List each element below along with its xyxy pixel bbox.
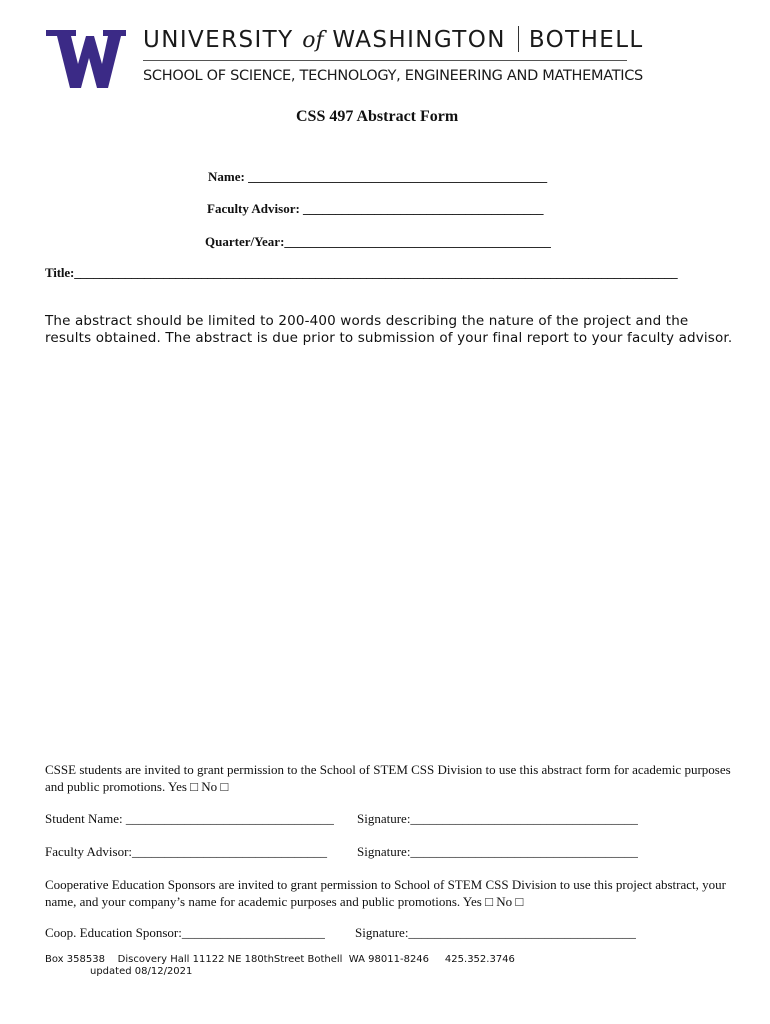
footer-address: Box 358538 Discovery Hall 11122 NE 180thStreet Bothell WA 98011-8246 425.352.3746 [45,954,515,965]
advisor-signature-field[interactable]: Signature:___________________________________ [357,844,638,859]
student-signature-field[interactable]: Signature:___________________________________ [357,811,638,826]
uw-w-logo-icon [46,30,126,88]
university-of: of [302,28,324,53]
footer-updated-date: updated 08/12/2021 [90,966,193,977]
header-rule [143,60,627,61]
coop-sponsor-field[interactable]: Coop. Education Sponsor:______________________ [45,925,325,940]
title-field[interactable]: Title:_______________________________________________________________________________________________ [45,265,678,280]
name-field[interactable]: Name: ______________________________________________ [208,169,548,184]
student-name-field[interactable]: Student Name: ________________________________ [45,811,334,826]
form-title: CSS 497 Abstract Form [296,108,459,125]
school-name: SCHOOL OF SCIENCE, TECHNOLOGY, ENGINEERING AND MATHEMATICS [143,68,643,84]
sponsor-permission-text: Cooperative Education Sponsors are invited to grant permission to School of STEM CSS Division to use this project abstract, your name, and your company’s name for academic purposes and public promotions. Yes □ No □ [45,877,726,909]
sponsor-signature-field[interactable]: Signature:___________________________________ [355,925,636,940]
student-permission-text: CSSE students are invited to grant permission to the School of STEM CSS Division to use this abstract form for academic purposes and public promotions. Yes □ No □ [45,762,731,794]
faculty-advisor-field[interactable]: Faculty Advisor: _____________________________________ [207,201,544,216]
faculty-advisor-bottom-field[interactable]: Faculty Advisor:______________________________ [45,844,328,859]
header-separator [518,26,519,52]
abstract-text-area[interactable] [45,372,735,752]
abstract-instructions: The abstract should be limited to 200-400 words describing the nature of the project and the results obtained. The abstract is due prior to submission of your final report to your faculty advisor. [45,313,733,346]
quarter-year-field[interactable]: Quarter/Year:_________________________________________ [205,234,551,249]
university-word: UNIVERSITY [143,27,294,53]
washington-word: WASHINGTON [332,27,506,53]
university-name [143,26,644,53]
campus-name: BOTHELL [528,27,644,53]
